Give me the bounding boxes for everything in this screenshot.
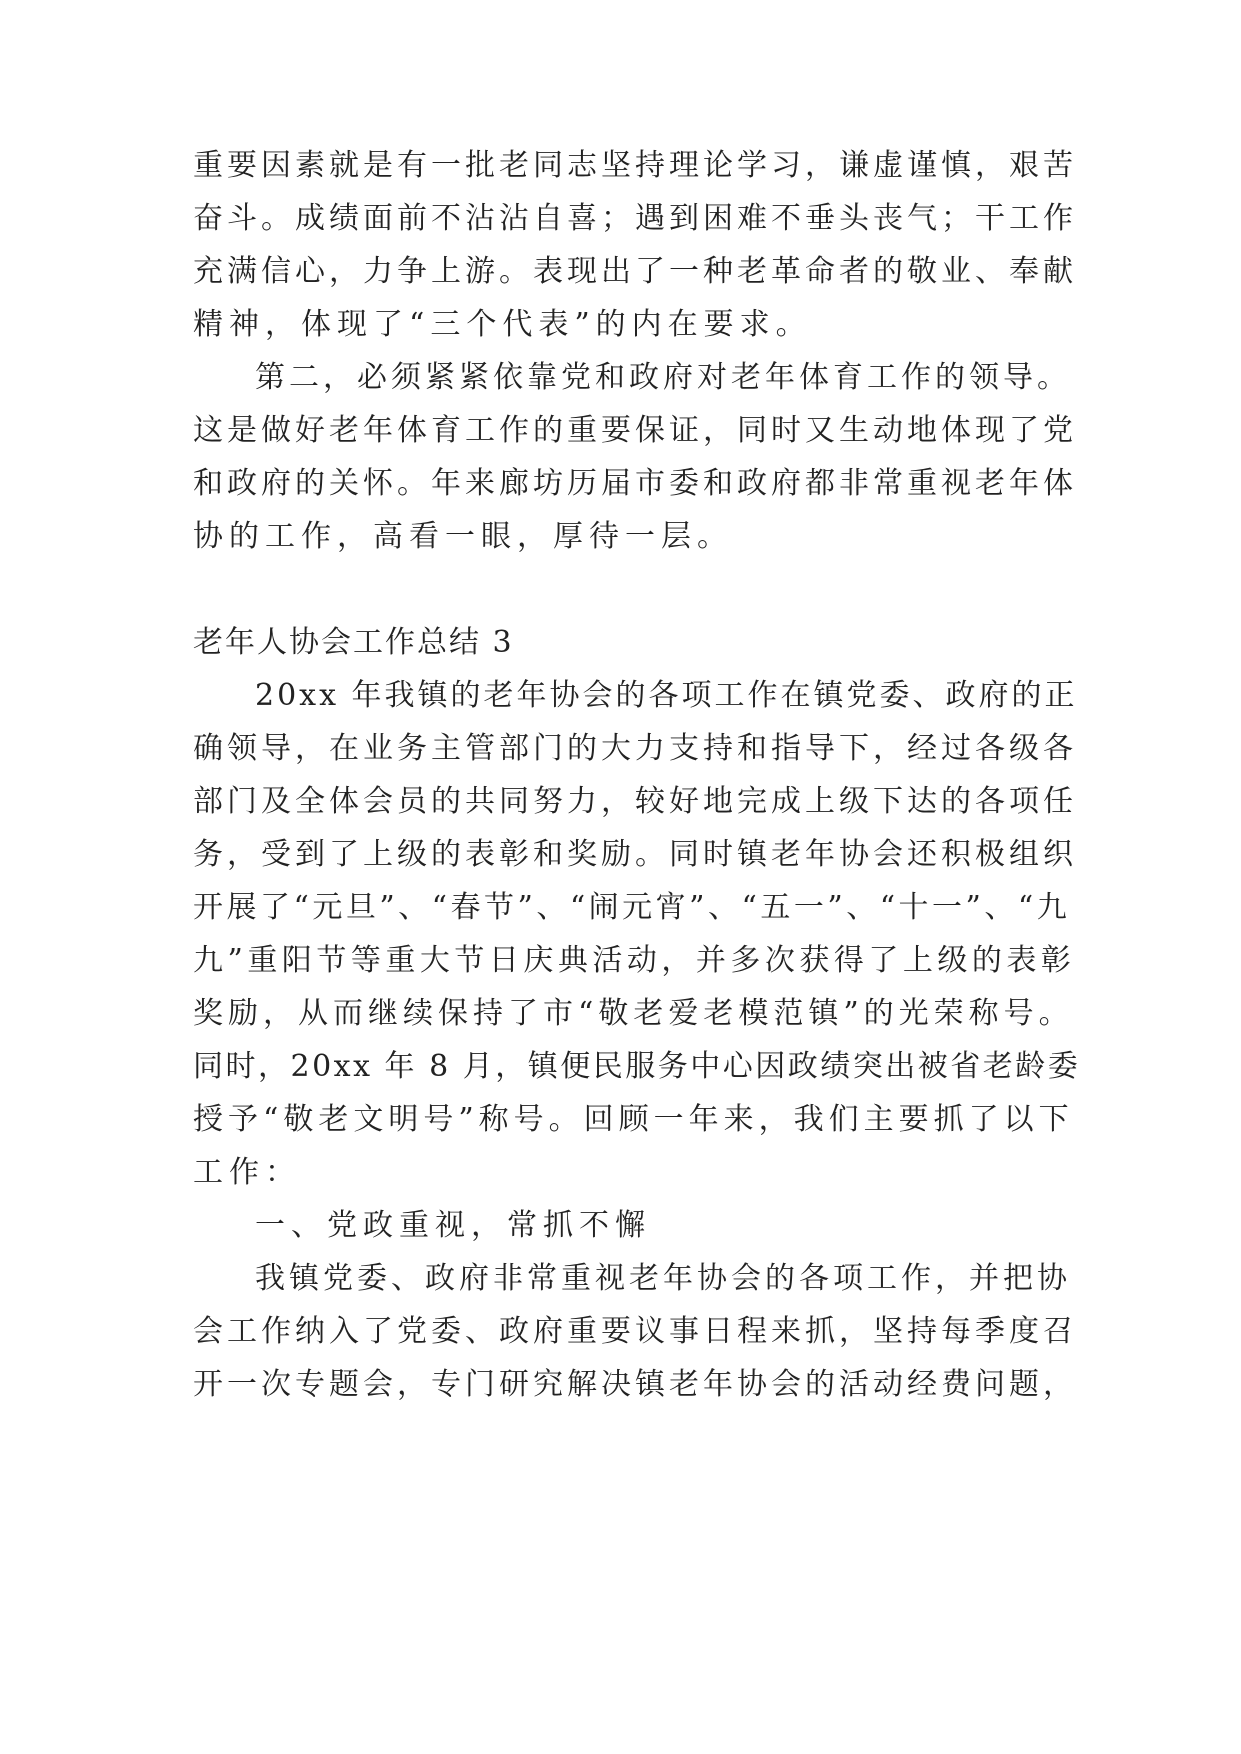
section-heading: 老年人协会工作总结 3 (193, 625, 514, 660)
text-line: 工作： (193, 1155, 301, 1190)
text-line: 重要因素就是有一批老同志坚持理论学习，谦虚谨慎，艰苦 (193, 148, 1077, 183)
text-line: 精神，体现了“三个代表”的内在要求。 (193, 307, 812, 342)
text-line: 九”重阳节等重大节日庆典活动，并多次获得了上级的表彰 (193, 943, 1076, 978)
paragraph-first-line: 20xx 年我镇的老年协会的各项工作在镇党委、政府的正 (255, 678, 1078, 713)
text-line: 同时，20xx 年 8 月，镇便民服务中心因政绩突出被省老龄委 (193, 1049, 1081, 1084)
text-line: 务，受到了上级的表彰和奖励。同时镇老年协会还积极组织 (193, 837, 1077, 872)
text-line: 确领导，在业务主管部门的大力支持和指导下，经过各级各 (193, 731, 1077, 766)
paragraph-first-line: 第二，必须紧紧依靠党和政府对老年体育工作的领导。 (255, 360, 1071, 395)
text-line: 开一次专题会，专门研究解决镇老年协会的活动经费问题， (193, 1367, 1077, 1402)
text-line: 开展了“元旦”、“春节”、“闹元宵”、“五一”、“十一”、“九 (193, 890, 1071, 925)
text-line: 和政府的关怀。年来廊坊历届市委和政府都非常重视老年体 (193, 466, 1077, 501)
paragraph-first-line: 我镇党委、政府非常重视老年协会的各项工作，并把协 (255, 1261, 1071, 1296)
text-line: 奋斗。成绩面前不沾沾自喜；遇到困难不垂头丧气；干工作 (193, 201, 1077, 236)
text-line: 这是做好老年体育工作的重要保证，同时又生动地体现了党 (193, 413, 1077, 448)
text-line: 会工作纳入了党委、政府重要议事日程来抓，坚持每季度召 (193, 1314, 1077, 1349)
text-line: 授予“敬老文明号”称号。回顾一年来，我们主要抓了以下 (193, 1102, 1074, 1137)
text-line: 部门及全体会员的共同努力，较好地完成上级下达的各项任 (193, 784, 1077, 819)
text-line: 充满信心，力争上游。表现出了一种老革命者的敬业、奉献 (193, 254, 1077, 289)
text-line: 协的工作，高看一眼，厚待一层。 (193, 519, 733, 554)
subsection-heading: 一、党政重视，常抓不懈 (255, 1208, 651, 1243)
text-line: 奖励，从而继续保持了市“敬老爱老模范镇”的光荣称号。 (193, 996, 1074, 1031)
